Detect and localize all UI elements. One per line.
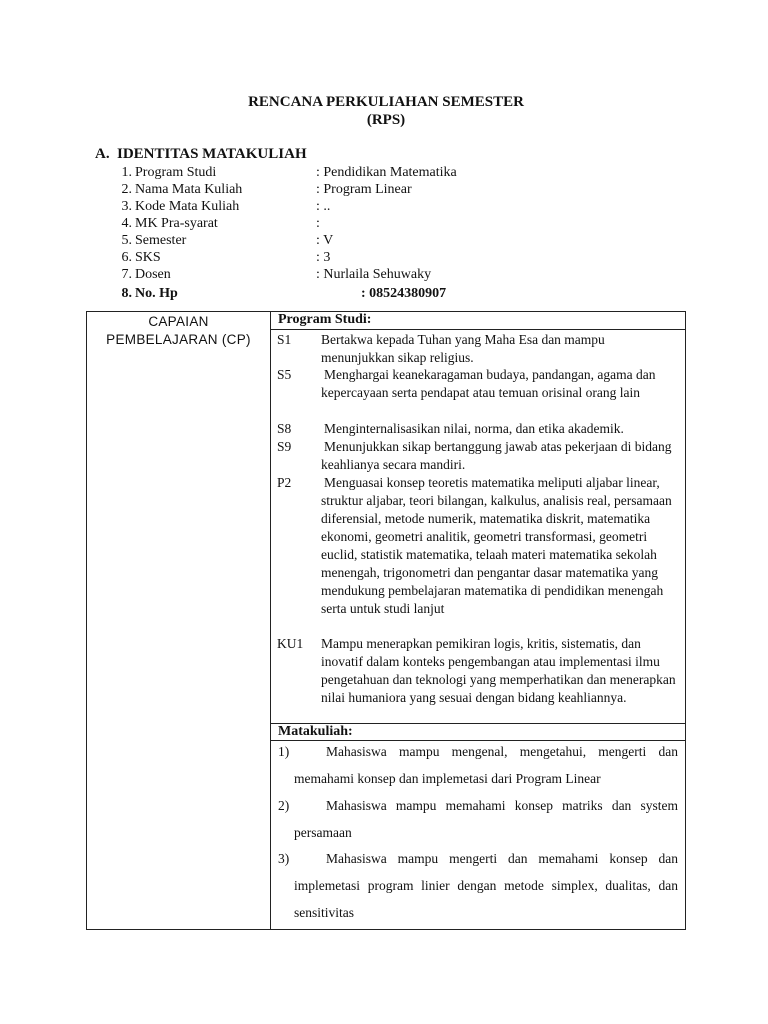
cpl-text: Menghargai keanekaragaman budaya, pandangan, agama dan kepercayaan serta pendapat atau temuan orisinal orang lain — [321, 367, 656, 400]
matakuliah-item — [278, 738, 678, 792]
cpl-code: S5 — [277, 367, 292, 382]
identitas-number: 1. — [121, 165, 132, 180]
cpl-item — [277, 438, 677, 474]
matakuliah-text: Mahasiswa mampu memahami konsep matriks dan system persamaan — [294, 798, 678, 840]
program-studi-heading: Program Studi: — [278, 312, 372, 327]
cpl-text: Menguasai konsep teoretis matematika meliputi aljabar linear, struktur aljabar, teori bilangan, kalkulus, analisis real, persamaan diferensial, metode numerik, matematika diskrit, matematika ekonomi, geometri analitik, geometri transformasi, geometri euclid, statistik matematika, telaah materi matematika sekolah menengah, trigonometri dan pengantar dasar matematika yang mendukung pembelajaran matematika di pendidikan menengah serta untuk studi lanjut — [321, 475, 672, 616]
cp-table-column-divider — [270, 311, 271, 929]
cp-table-row-divider — [271, 329, 685, 330]
cpl-item — [277, 635, 677, 707]
identitas-label: Dosen — [135, 267, 171, 282]
identitas-value: : 3 — [316, 250, 331, 265]
cpl-item — [277, 331, 677, 367]
cpl-code: P2 — [277, 475, 292, 490]
cpl-text: Menginternalisasikan nilai, norma, dan etika akademik. — [324, 421, 624, 436]
cpl-code: KU1 — [277, 636, 304, 651]
identitas-number: 6. — [121, 250, 132, 265]
cp-heading-line: PEMBELAJARAN (CP) — [106, 332, 251, 347]
identitas-number: 4. — [121, 216, 132, 231]
matakuliah-number: 3) — [278, 851, 290, 866]
identitas-value: : .. — [316, 199, 331, 214]
matakuliah-text: Mahasiswa mampu mengenal, mengetahui, mengerti dan memahami konsep dan implemetasi dari Program Linear — [294, 744, 678, 786]
document-subtitle: (RPS) — [366, 112, 406, 128]
matakuliah-number: 1) — [278, 744, 290, 759]
section-title: IDENTITAS MATAKULIAH — [117, 146, 307, 162]
identitas-label: SKS — [135, 250, 161, 265]
cp-heading — [87, 313, 270, 349]
identitas-value: : — [316, 216, 320, 231]
matakuliah-heading: Matakuliah: — [278, 724, 353, 739]
cpl-item — [277, 474, 677, 618]
identitas-number: 8. — [121, 286, 132, 301]
cp-heading-line: CAPAIAN — [148, 314, 209, 329]
cpl-item — [277, 420, 677, 438]
identitas-label: MK Pra-syarat — [135, 216, 218, 231]
matakuliah-item — [278, 792, 678, 846]
identitas-label: Semester — [135, 233, 187, 248]
identitas-label: Program Studi — [135, 165, 217, 180]
document-title: RENCANA PERKULIAHAN SEMESTER — [248, 94, 524, 110]
cpl-code: S8 — [277, 421, 292, 436]
identitas-label: No. Hp — [135, 286, 178, 301]
identitas-label: Kode Mata Kuliah — [135, 199, 240, 214]
identitas-value: : Program Linear — [316, 182, 412, 197]
section-heading — [95, 146, 307, 163]
identitas-number: 2. — [121, 182, 132, 197]
identitas-value: : V — [316, 233, 334, 248]
identitas-value: : Nurlaila Sehuwaky — [316, 267, 432, 282]
identitas-number: 7. — [121, 267, 132, 282]
identitas-number: 3. — [121, 199, 132, 214]
cpl-item — [277, 366, 677, 402]
cpl-text: Bertakwa kepada Tuhan yang Maha Esa dan mampu menunjukkan sikap religius. — [321, 332, 605, 365]
identitas-number: 5. — [121, 233, 132, 248]
section-letter: A. — [95, 146, 110, 162]
cpl-text: Mampu menerapkan pemikiran logis, kritis, sistematis, dan inovatif dalam konteks pengembangan atau implementasi ilmu pengetahuan dan teknologi yang memperhatikan dan menerapkan nilai humaniora yang sesuai dengan bidang keahliannya. — [321, 636, 676, 705]
cpl-text: Menunjukkan sikap bertanggung jawab atas pekerjaan di bidang keahlianya secara mandiri. — [321, 439, 672, 472]
matakuliah-text: Mahasiswa mampu mengerti dan memahami konsep dan implemetasi program linier dengan metode simplex, dualitas, dan sensitivitas — [294, 851, 678, 920]
identitas-value: : 08524380907 — [361, 286, 447, 301]
cpl-code: S9 — [277, 439, 292, 454]
identitas-value: : Pendidikan Matematika — [316, 165, 457, 180]
matakuliah-number: 2) — [278, 798, 290, 813]
cpl-code: S1 — [277, 332, 292, 347]
identitas-label: Nama Mata Kuliah — [135, 182, 243, 197]
matakuliah-item — [278, 845, 678, 926]
